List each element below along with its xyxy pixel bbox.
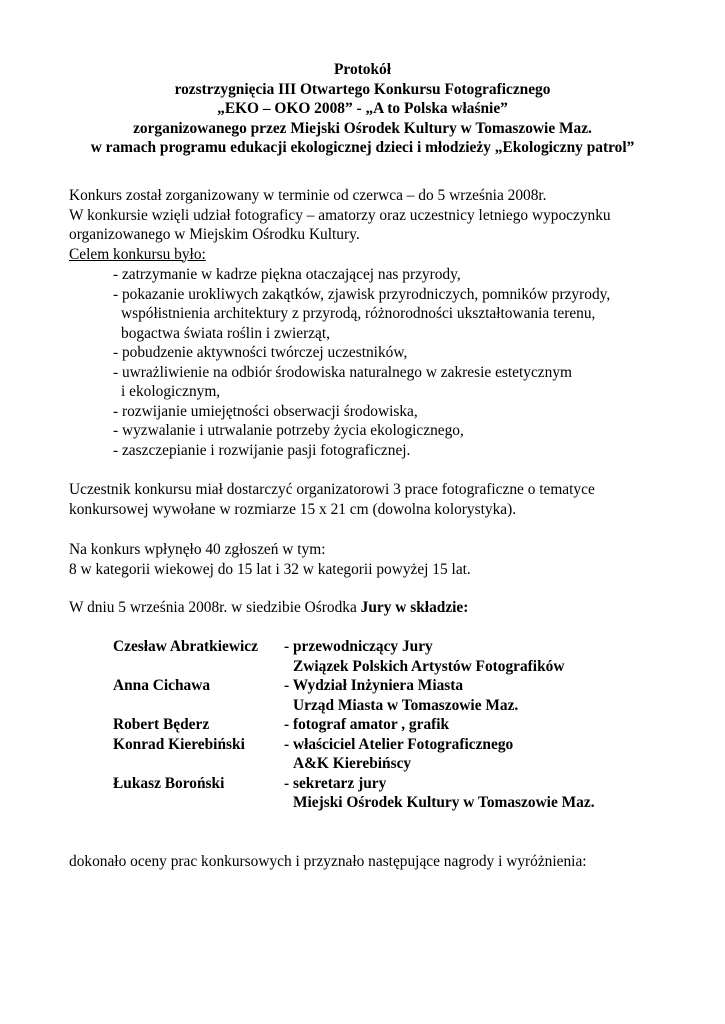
jury-member-name: Łukasz Boroński [113,774,225,792]
jury-intro-text: W dniu 5 września 2008r. w siedzibie Ośrodka [69,599,361,616]
jury-list [113,637,693,813]
aim-item: - pobudzenie aktywności twórczej uczestników, [113,344,408,361]
aims-heading: Celem konkursu było: [69,245,206,263]
jury-member-role: - sekretarz jury [284,774,387,792]
title-line-5: w ramach programu edukacji ekologicznej dzieci i młodzieży „Ekologiczny patrol” [90,139,635,156]
jury-member-affiliation: Urząd Miasta w Tomaszowie Maz. [293,696,519,714]
aim-item-continuation: bogactwa świata roślin i zwierząt, [121,324,330,342]
aim-item: - zaszczepianie i rozwijanie pasji fotograficznej. [113,441,411,459]
jury-member-affiliation: Miejski Ośrodek Kultury w Tomaszowie Maz. [293,794,595,811]
requirements-line-2: konkursowej wywołane w rozmiarze 15 x 21 cm (dowolna kolorystyka). [69,500,517,518]
jury-intro-bold: Jury w składzie: [360,599,469,616]
closing-paragraph [69,852,709,872]
aim-item: - uwrażliwienie na odbiór środowiska naturalnego w zakresie estetycznym [113,363,572,381]
jury-member [113,715,693,735]
jury-member-role: - Wydział Inżyniera Miasta [284,677,464,694]
jury-member-role: - właściciel Atelier Fotograficznego [284,735,514,753]
aim-item: - pokazanie urokliwych zakątków, zjawisk przyrodniczych, pomników przyrody, [113,285,611,303]
aims-list [113,265,713,460]
document-title [0,60,725,158]
intro-line-1: Konkurs został zorganizowany w terminie od czerwca – do 5 września 2008r. [69,187,547,204]
title-line-4: zorganizowanego przez Miejski Ośrodek Kultury w Tomaszowie Maz. [133,119,592,137]
entries-line-2: 8 w kategorii wiekowej do 15 lat i 32 w kategorii powyżej 15 lat. [69,560,471,578]
intro-line-2: W konkursie wzięli udział fotograficy – amatorzy oraz uczestnicy letniego wypoczynku [69,206,611,224]
title-line-3: „EKO – OKO 2008” - „A to Polska właśnie” [217,100,508,117]
closing-line-1: dokonało oceny prac konkursowych i przyznało następujące nagrody i wyróżnienia: [69,853,587,870]
title-line-2: rozstrzygnięcia III Otwartego Konkursu Fotograficznego [174,80,551,98]
jury-member [113,774,693,794]
jury-member-name: Konrad Kierebiński [113,735,245,753]
jury-member-name: Czesław Abratkiewicz [113,638,258,655]
requirements-paragraph [69,480,709,519]
aim-item-continuation: i ekologicznym, [121,383,221,400]
jury-intro [69,598,709,618]
jury-member-role: - przewodniczący Jury [284,638,433,655]
entries-line-1: Na konkurs wpłynęło 40 zgłoszeń w tym: [69,541,326,558]
jury-member [113,637,693,657]
jury-member-name: Robert Będerz [113,716,210,733]
aim-item: - rozwijanie umiejętności obserwacji środowiska, [113,402,418,420]
jury-member [113,735,693,755]
intro-line-3: organizowanego w Miejskim Ośrodku Kultury. [69,226,360,243]
aim-item: - wyzwalanie i utrwalanie potrzeby życia ekologicznego, [113,422,464,439]
jury-member-name: Anna Cichawa [113,677,211,694]
jury-member-affiliation: A&K Kierebińscy [293,755,412,772]
entries-paragraph [69,540,709,579]
aim-item: - zatrzymanie w kadrze piękna otaczającej nas przyrody, [113,266,461,283]
aim-item-continuation: współistnienia architektury z przyrodą, różnorodności ukształtowania terenu, [121,305,596,322]
requirements-line-1: Uczestnik konkursu miał dostarczyć organizatorowi 3 prace fotograficzne o tematyce [69,481,595,498]
title-line-1: Protokół [333,61,391,78]
intro-paragraph [69,186,709,264]
jury-member [113,676,693,696]
jury-member-role: - fotograf amator , grafik [284,716,450,733]
jury-member-affiliation: Związek Polskich Artystów Fotografików [293,657,565,675]
